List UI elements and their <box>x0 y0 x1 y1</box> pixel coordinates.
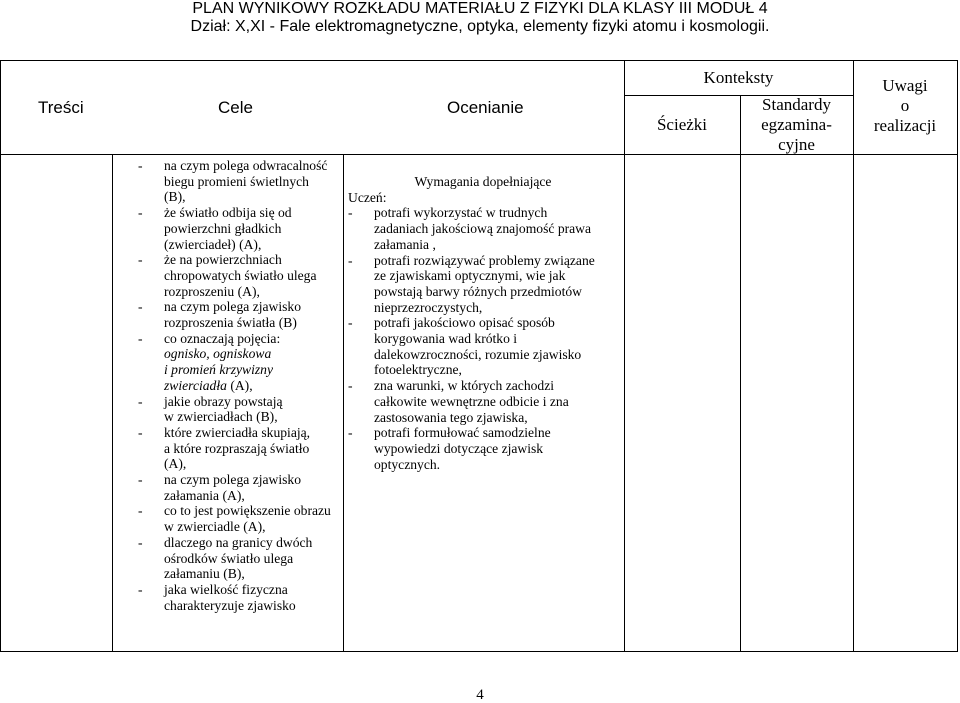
list-line: a które rozpraszają światło <box>164 440 310 456</box>
col-divider-4 <box>740 95 741 652</box>
list-line: (zwierciadeł) (A), <box>164 236 262 252</box>
list-line: - zna warunki, w których zachodzi <box>374 378 555 394</box>
list-item <box>138 425 343 472</box>
header-ocenianie: Ocenianie <box>447 98 524 117</box>
list-line: w zwierciadle (A), <box>164 519 266 535</box>
list-line: załamania (A), <box>164 487 245 503</box>
col-divider-1 <box>112 154 113 652</box>
list-line: fotoelektryczne, <box>374 362 462 378</box>
list-line: i promień krzywizny <box>164 362 273 378</box>
list-item <box>138 535 343 582</box>
list-line: zadaniach jakościową znajomość prawa <box>374 221 592 237</box>
uczen-label: Uczeń: <box>348 189 387 205</box>
list-line: ognisko, ogniskowa <box>164 346 272 362</box>
term-suffix: (A), <box>226 377 253 393</box>
list-item <box>138 205 343 252</box>
header-cele: Cele <box>218 98 253 117</box>
list-line: - że światło odbija się od <box>164 205 292 221</box>
list-line: chropowatych światło ulega <box>164 267 317 283</box>
list-line: (A), <box>164 456 187 472</box>
list-item <box>348 205 624 252</box>
list-line: - jakie obrazy powstają <box>164 393 283 409</box>
list-line: optycznych. <box>374 456 441 472</box>
list-item <box>138 331 343 394</box>
list-item <box>348 253 624 316</box>
list-item <box>138 158 343 205</box>
col-divider-3 <box>624 60 625 652</box>
list-line: - na czym polega zjawisko <box>164 472 302 488</box>
list-item <box>138 472 343 503</box>
header-uwagi-line: realizacji <box>873 116 937 135</box>
list-line: załamania , <box>374 236 436 252</box>
list-line: biegu promieni świetlnych <box>164 173 309 189</box>
list-line: - potrafi rozwiązywać problemy związane <box>374 252 595 268</box>
table-border-top <box>0 60 958 61</box>
plan-table <box>0 60 958 652</box>
list-line: - potrafi wykorzystać w trudnych <box>374 205 548 221</box>
list-item <box>138 299 343 330</box>
list-item <box>348 378 624 425</box>
document-title: PLAN WYNIKOWY ROZKŁADU MATERIAŁU Z FIZYKI DLA KLASY III MODUŁ 4 <box>192 0 768 17</box>
list-line: - potrafi jakościowo opisać sposób <box>374 315 555 331</box>
list-item <box>138 582 343 613</box>
cele-list <box>138 158 343 613</box>
list-line: - na czym polega odwracalność <box>164 158 328 173</box>
list-item <box>138 252 343 299</box>
list-item <box>348 315 624 378</box>
header-sciezki: Ścieżki <box>656 115 708 134</box>
header-konteksty: Konteksty <box>703 68 774 87</box>
list-item <box>348 425 624 472</box>
ocenianie-cell <box>348 174 624 472</box>
list-line <box>164 378 343 394</box>
list-line: rozproszeniu (A), <box>164 283 260 299</box>
header-uwagi-line: o <box>900 96 910 115</box>
header-standardy-line: cyjne <box>778 135 815 154</box>
table-border-left <box>0 60 1 652</box>
table-border-right <box>957 60 958 652</box>
list-line: - co to jest powiększenie obrazu <box>164 503 331 519</box>
list-line: - że na powierzchniach <box>164 252 282 268</box>
list-line: ośrodków światło ulega <box>164 550 294 566</box>
col-divider-5 <box>853 60 854 652</box>
list-line: - które zwierciadła skupiają, <box>164 424 311 440</box>
page-number: 4 <box>476 687 484 703</box>
header-standardy <box>740 95 853 155</box>
list-line: - na czym polega zjawisko <box>164 299 302 315</box>
table-border-bottom <box>0 651 958 652</box>
list-line: ze zjawiskami optycznymi, wie jak <box>374 268 566 284</box>
list-line: (B), <box>164 189 186 205</box>
document-subtitle: Dział: X,XI - Fale elektromagnetyczne, optyka, elementy fizyki atomu i kosmologii. <box>190 18 770 35</box>
list-line: całkowite wewnętrzne odbicie i zna <box>374 393 569 409</box>
list-line: - dlaczego na granicy dwóch <box>164 534 313 550</box>
cele-cell <box>138 158 343 613</box>
list-line: - potrafi formułować samodzielne <box>374 425 551 441</box>
header-standardy-line: egzamina- <box>761 115 832 134</box>
list-line: rozproszenia światła (B) <box>164 315 297 331</box>
list-line: powstają barwy różnych przedmiotów <box>374 283 582 299</box>
list-line: nieprzezroczystych, <box>374 299 483 315</box>
header-uwagi <box>853 76 957 136</box>
list-line: charakteryzuje zjawisko <box>164 597 296 613</box>
list-line: korygowania wad krótko i <box>374 331 518 347</box>
italic-term: zwierciadła <box>164 377 227 393</box>
col-divider-2 <box>343 154 344 652</box>
header-tresci: Treści <box>38 98 84 117</box>
list-line: dalekowzroczności, rozumie zjawisko <box>374 346 582 362</box>
list-line: załamaniu (B), <box>164 566 245 582</box>
list-line: zastosowania tego zjawiska, <box>374 409 528 425</box>
ocenianie-list <box>348 205 624 472</box>
list-item <box>138 394 343 425</box>
list-line: powierzchni gładkich <box>164 220 282 236</box>
list-line: wypowiedzi dotyczące zjawisk <box>374 440 544 456</box>
header-uwagi-line: Uwagi <box>882 76 928 95</box>
header-standardy-line: Standardy <box>762 95 831 114</box>
wymagania-title: Wymagania dopełniające <box>414 174 552 189</box>
list-line: - jaka wielkość fizyczna <box>164 581 288 597</box>
list-line: w zwierciadłach (B), <box>164 409 278 425</box>
list-item <box>138 503 343 534</box>
list-line: - co oznaczają pojęcia: <box>164 330 281 346</box>
